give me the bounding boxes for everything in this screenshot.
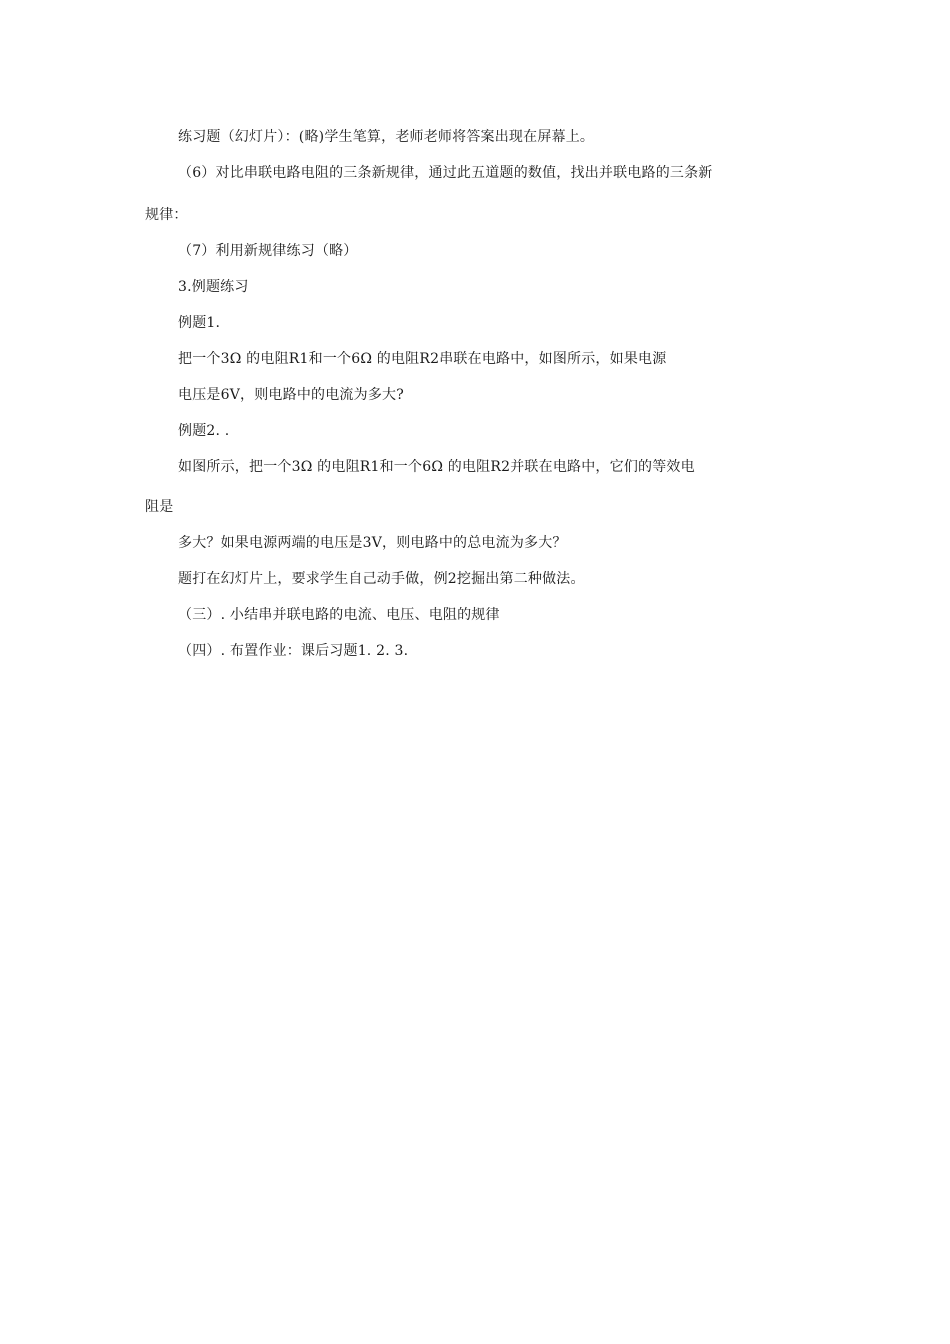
example-2-text: 如图所示，把一个3Ω 的电阻R1和一个6Ω 的电阻R2并联在电路中，它们的等效电 [178, 459, 695, 475]
example-2-label: 例题2. . [178, 423, 230, 439]
slide-instruction-line: 题打在幻灯片上，要求学生自己动手做，例2挖掘出第二种做法。 [178, 571, 585, 587]
summary-heading: （三）. 小结串并联电路的电流、电压、电阻的规律 [178, 607, 500, 623]
homework-heading: （四）. 布置作业：课后习题1. 2. 3. [178, 643, 409, 659]
step-6-line: （6）对比串联电路电阻的三条新规律，通过此五道题的数值，找出并联电路的三条新 [178, 165, 713, 181]
example-1-text: 把一个3Ω 的电阻R1和一个6Ω 的电阻R2串联在电路中，如图所示，如果电源 [178, 351, 667, 367]
example-1-label: 例题1. [178, 315, 221, 331]
step-6-continuation: 规律： [145, 207, 188, 223]
step-7-line: （7）利用新规律练习（略） [178, 243, 358, 259]
example-2-question: 多大？如果电源两端的电压是3V，则电路中的总电流为多大？ [178, 535, 567, 551]
example-2-continuation: 阻是 [145, 499, 174, 515]
exercise-slide-line: 练习题（幻灯片）：(略)学生笔算，老师老师将答案出现在屏幕上。 [178, 129, 595, 145]
example-1-question: 电压是6V，则电路中的电流为多大? [178, 387, 404, 403]
section-3-heading: 3.例题练习 [178, 279, 249, 295]
